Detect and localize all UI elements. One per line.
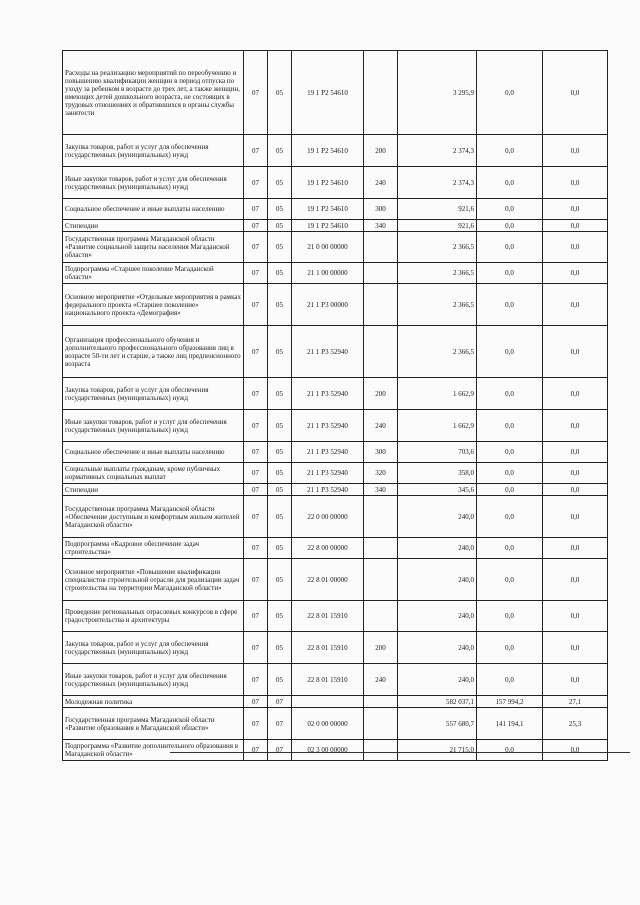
- row-expense-type: 240: [364, 664, 398, 696]
- row-name: Закупка товаров, работ и услуг для обеспечения государственных (муниципальных) нужд: [63, 378, 244, 410]
- row-amount-plan: 921,6: [398, 199, 477, 220]
- row-target-article: 21 1 P3 52940: [292, 378, 364, 410]
- row-name: Иные закупки товаров, работ и услуг для обеспечения государственных (муниципальных) нужд: [63, 664, 244, 696]
- row-subsection: 05: [268, 220, 292, 232]
- row-section: 07: [244, 559, 268, 601]
- row-target-article: 21 1 P3 00000: [292, 284, 364, 326]
- row-name: Основное мероприятие «Отдельные мероприятия в рамках федерального проекта «Старшее поколение» национального проекта «Демография»: [63, 284, 244, 326]
- row-amount-actual: 0,0: [477, 167, 543, 199]
- row-name: Молодежная политика: [63, 696, 244, 708]
- row-expense-type: 240: [364, 167, 398, 199]
- table-row: [63, 135, 608, 167]
- row-subsection: 05: [268, 664, 292, 696]
- row-percent: 0,0: [543, 496, 608, 538]
- row-subsection: 05: [268, 410, 292, 442]
- row-percent: 0,0: [543, 664, 608, 696]
- row-amount-plan: 358,0: [398, 463, 477, 484]
- row-subsection: 05: [268, 484, 292, 496]
- row-subsection: 05: [268, 263, 292, 284]
- row-name: Подпрограмма «Старшее поколение Магаданской области»: [63, 263, 244, 284]
- row-amount-plan: 345,6: [398, 484, 477, 496]
- row-expense-type: 200: [364, 135, 398, 167]
- page-bottom-rule: [170, 752, 630, 753]
- table-row: [63, 199, 608, 220]
- table-row: [63, 664, 608, 696]
- row-amount-plan: 21 715,0: [398, 740, 477, 761]
- row-amount-actual: 0,0: [477, 632, 543, 664]
- row-amount-actual: 0,0: [477, 538, 543, 559]
- row-subsection: 05: [268, 232, 292, 263]
- row-amount-plan: 703,6: [398, 442, 477, 463]
- row-percent: 0,0: [543, 442, 608, 463]
- row-expense-type: [364, 326, 398, 378]
- row-amount-actual: 0,0: [477, 220, 543, 232]
- row-section: 07: [244, 442, 268, 463]
- row-amount-actual: 0,0: [477, 232, 543, 263]
- row-amount-actual: 0,0: [477, 51, 543, 135]
- row-amount-plan: 2 366,5: [398, 263, 477, 284]
- row-section: 07: [244, 326, 268, 378]
- row-target-article: 22 8 01 15910: [292, 632, 364, 664]
- row-amount-actual: 0,0: [477, 484, 543, 496]
- row-name: Организация профессионального обучения и дополнительного профессионального образования лиц в возрасте 50-ти лет и старше, а также лиц предпенсионного возраста: [63, 326, 244, 378]
- row-target-article: 22 8 00 00000: [292, 538, 364, 559]
- row-section: 07: [244, 410, 268, 442]
- row-amount-actual: 0,0: [477, 410, 543, 442]
- row-target-article: 21 1 P3 52940: [292, 442, 364, 463]
- row-expense-type: [364, 696, 398, 708]
- row-section: 07: [244, 484, 268, 496]
- row-percent: 0,0: [543, 326, 608, 378]
- row-percent: 0,0: [543, 220, 608, 232]
- row-name: Стипендии: [63, 220, 244, 232]
- row-subsection: 07: [268, 708, 292, 740]
- row-percent: 0,0: [543, 559, 608, 601]
- row-target-article: 21 1 P3 52940: [292, 463, 364, 484]
- row-percent: 0,0: [543, 232, 608, 263]
- row-section: 07: [244, 263, 268, 284]
- row-section: 07: [244, 378, 268, 410]
- row-amount-plan: 3 295,9: [398, 51, 477, 135]
- row-subsection: 05: [268, 135, 292, 167]
- row-target-article: 19 1 P2 54610: [292, 51, 364, 135]
- row-expense-type: 340: [364, 484, 398, 496]
- row-percent: 0,0: [543, 632, 608, 664]
- row-percent: 0,0: [543, 51, 608, 135]
- row-subsection: 05: [268, 199, 292, 220]
- row-name: Социальные выплаты гражданам, кроме публичных нормативных социальных выплат: [63, 463, 244, 484]
- table-row: [63, 410, 608, 442]
- row-name: Закупка товаров, работ и услуг для обеспечения государственных (муниципальных) нужд: [63, 135, 244, 167]
- row-subsection: 05: [268, 378, 292, 410]
- row-percent: 0,0: [543, 263, 608, 284]
- row-amount-plan: 2 366,5: [398, 284, 477, 326]
- table-row: [63, 232, 608, 263]
- table-row: [63, 484, 608, 496]
- row-percent: 0,0: [543, 740, 608, 761]
- row-name: Основное мероприятие «Повышение квалификации специалистов строительной отрасли для реализации задач строительства на территории Магаданской области»: [63, 559, 244, 601]
- row-target-article: 21 1 P3 52940: [292, 326, 364, 378]
- row-subsection: 05: [268, 559, 292, 601]
- row-amount-plan: 921,6: [398, 220, 477, 232]
- row-amount-actual: 0,0: [477, 601, 543, 632]
- row-target-article: 21 1 00 00000: [292, 263, 364, 284]
- row-amount-actual: 0,0: [477, 263, 543, 284]
- row-name: Государственная программа Магаданской области «Развитие образования в Магаданской области»: [63, 708, 244, 740]
- table-row: [63, 284, 608, 326]
- row-target-article: 22 8 01 00000: [292, 559, 364, 601]
- row-expense-type: [364, 740, 398, 761]
- row-expense-type: 300: [364, 442, 398, 463]
- row-amount-plan: 240,0: [398, 664, 477, 696]
- row-amount-actual: 0,0: [477, 378, 543, 410]
- row-amount-plan: 240,0: [398, 601, 477, 632]
- row-amount-plan: 240,0: [398, 632, 477, 664]
- row-percent: 0,0: [543, 601, 608, 632]
- table-row: [63, 463, 608, 484]
- row-section: 07: [244, 232, 268, 263]
- row-amount-actual: 0,0: [477, 442, 543, 463]
- row-amount-plan: 240,0: [398, 538, 477, 559]
- row-subsection: 05: [268, 601, 292, 632]
- row-percent: 0,0: [543, 199, 608, 220]
- row-target-article: 19 1 P2 54610: [292, 199, 364, 220]
- row-section: 07: [244, 696, 268, 708]
- row-amount-actual: 157 994,2: [477, 696, 543, 708]
- row-amount-plan: 240,0: [398, 496, 477, 538]
- row-section: 07: [244, 220, 268, 232]
- row-expense-type: 300: [364, 199, 398, 220]
- row-target-article: 21 1 P3 52940: [292, 410, 364, 442]
- row-amount-actual: 0,0: [477, 199, 543, 220]
- table-row: [63, 538, 608, 559]
- row-amount-actual: 0,0: [477, 559, 543, 601]
- row-section: 07: [244, 601, 268, 632]
- row-section: 07: [244, 708, 268, 740]
- row-section: 07: [244, 199, 268, 220]
- row-name: Социальное обеспечение и иные выплаты населению: [63, 442, 244, 463]
- row-amount-plan: 2 374,3: [398, 135, 477, 167]
- row-name: Подпрограмма «Кадровое обеспечение задач строительства»: [63, 538, 244, 559]
- row-percent: 0,0: [543, 538, 608, 559]
- row-expense-type: [364, 708, 398, 740]
- row-name: Социальное обеспечение и иные выплаты населению: [63, 199, 244, 220]
- row-section: 07: [244, 538, 268, 559]
- row-amount-plan: 1 662,9: [398, 410, 477, 442]
- row-section: 07: [244, 664, 268, 696]
- row-amount-plan: 582 037,1: [398, 696, 477, 708]
- row-percent: 0,0: [543, 378, 608, 410]
- table-row: [63, 442, 608, 463]
- row-target-article: 02 0 00 00000: [292, 708, 364, 740]
- row-target-article: [292, 696, 364, 708]
- row-percent: 25,3: [543, 708, 608, 740]
- row-subsection: 05: [268, 632, 292, 664]
- table-row: [63, 51, 608, 135]
- table-row: [63, 263, 608, 284]
- table-row: [63, 740, 608, 761]
- table-row: [63, 696, 608, 708]
- row-name: Иные закупки товаров, работ и услуг для обеспечения государственных (муниципальных) нужд: [63, 410, 244, 442]
- row-name: Проведение региональных отраслевых конкурсов в сфере градостроительства и архитектуры: [63, 601, 244, 632]
- row-name: Расходы на реализацию мероприятий по переобучению и повышению квалификации женщин в период отпуска по уходу за ребенком в возрасте до трех лет, а также женщин, имеющих детей дошкольного возраста, не состоящих в трудовых отношениях и обратившихся в органы службы занятости: [63, 51, 244, 135]
- row-target-article: 19 1 P2 54610: [292, 220, 364, 232]
- row-percent: 27,1: [543, 696, 608, 708]
- row-amount-actual: 0,0: [477, 284, 543, 326]
- row-expense-type: [364, 284, 398, 326]
- row-section: 07: [244, 496, 268, 538]
- row-target-article: 19 1 P2 54610: [292, 135, 364, 167]
- row-section: 07: [244, 632, 268, 664]
- row-name: Государственная программа Магаданской области «Развитие социальной защиты населения Магаданской области»: [63, 232, 244, 263]
- row-subsection: 05: [268, 284, 292, 326]
- row-expense-type: [364, 601, 398, 632]
- row-amount-plan: 240,0: [398, 559, 477, 601]
- row-amount-plan: 2 374,3: [398, 167, 477, 199]
- row-section: 07: [244, 135, 268, 167]
- row-section: 07: [244, 167, 268, 199]
- budget-table: [62, 50, 608, 761]
- row-section: 07: [244, 284, 268, 326]
- row-name: Закупка товаров, работ и услуг для обеспечения государственных (муниципальных) нужд: [63, 632, 244, 664]
- row-subsection: 05: [268, 442, 292, 463]
- row-expense-type: 200: [364, 632, 398, 664]
- row-section: 07: [244, 463, 268, 484]
- row-expense-type: [364, 559, 398, 601]
- row-expense-type: 340: [364, 220, 398, 232]
- row-name: Иные закупки товаров, работ и услуг для обеспечения государственных (муниципальных) нужд: [63, 167, 244, 199]
- row-subsection: 05: [268, 496, 292, 538]
- row-subsection: 05: [268, 326, 292, 378]
- row-percent: 0,0: [543, 284, 608, 326]
- table-row: [63, 601, 608, 632]
- row-percent: 0,0: [543, 167, 608, 199]
- table-row: [63, 167, 608, 199]
- row-expense-type: 240: [364, 410, 398, 442]
- row-amount-actual: 0,0: [477, 664, 543, 696]
- row-amount-actual: 141 194,1: [477, 708, 543, 740]
- row-subsection: 05: [268, 538, 292, 559]
- row-expense-type: [364, 232, 398, 263]
- row-target-article: 22 8 01 15910: [292, 664, 364, 696]
- row-name: Государственная программа Магаданской области «Обеспечение доступным и комфортным жильем жителей Магаданской области»: [63, 496, 244, 538]
- row-amount-actual: 0,0: [477, 135, 543, 167]
- row-percent: 0,0: [543, 484, 608, 496]
- row-expense-type: [364, 51, 398, 135]
- row-target-article: 22 8 01 15910: [292, 601, 364, 632]
- table-row: [63, 632, 608, 664]
- row-subsection: 05: [268, 167, 292, 199]
- row-expense-type: [364, 496, 398, 538]
- table-row: [63, 220, 608, 232]
- row-amount-plan: 1 662,9: [398, 378, 477, 410]
- row-subsection: 07: [268, 696, 292, 708]
- row-percent: 0,0: [543, 135, 608, 167]
- row-amount-plan: 557 680,7: [398, 708, 477, 740]
- row-target-article: 22 0 00 00000: [292, 496, 364, 538]
- row-target-article: 02 3 00 00000: [292, 740, 364, 761]
- row-section: 07: [244, 740, 268, 761]
- row-expense-type: 320: [364, 463, 398, 484]
- row-amount-plan: 2 366,5: [398, 326, 477, 378]
- row-percent: 0,0: [543, 463, 608, 484]
- table-row: [63, 378, 608, 410]
- row-expense-type: [364, 263, 398, 284]
- row-percent: 0,0: [543, 410, 608, 442]
- row-amount-actual: 0,0: [477, 463, 543, 484]
- row-target-article: 19 1 P2 54610: [292, 167, 364, 199]
- row-amount-actual: 0,0: [477, 326, 543, 378]
- row-subsection: 07: [268, 740, 292, 761]
- table-row: [63, 496, 608, 538]
- row-subsection: 05: [268, 51, 292, 135]
- table-row: [63, 559, 608, 601]
- row-section: 07: [244, 51, 268, 135]
- row-target-article: 21 0 00 00000: [292, 232, 364, 263]
- row-amount-actual: 0,0: [477, 740, 543, 761]
- row-expense-type: [364, 538, 398, 559]
- row-amount-actual: 0,0: [477, 496, 543, 538]
- row-amount-plan: 2 366,5: [398, 232, 477, 263]
- row-name: Стипендии: [63, 484, 244, 496]
- table-row: [63, 326, 608, 378]
- row-name: Подпрограмма «Развитие дополнительного образования в Магаданской области»: [63, 740, 244, 761]
- row-target-article: 21 1 P3 52940: [292, 484, 364, 496]
- row-subsection: 05: [268, 463, 292, 484]
- table-row: [63, 708, 608, 740]
- row-expense-type: 200: [364, 378, 398, 410]
